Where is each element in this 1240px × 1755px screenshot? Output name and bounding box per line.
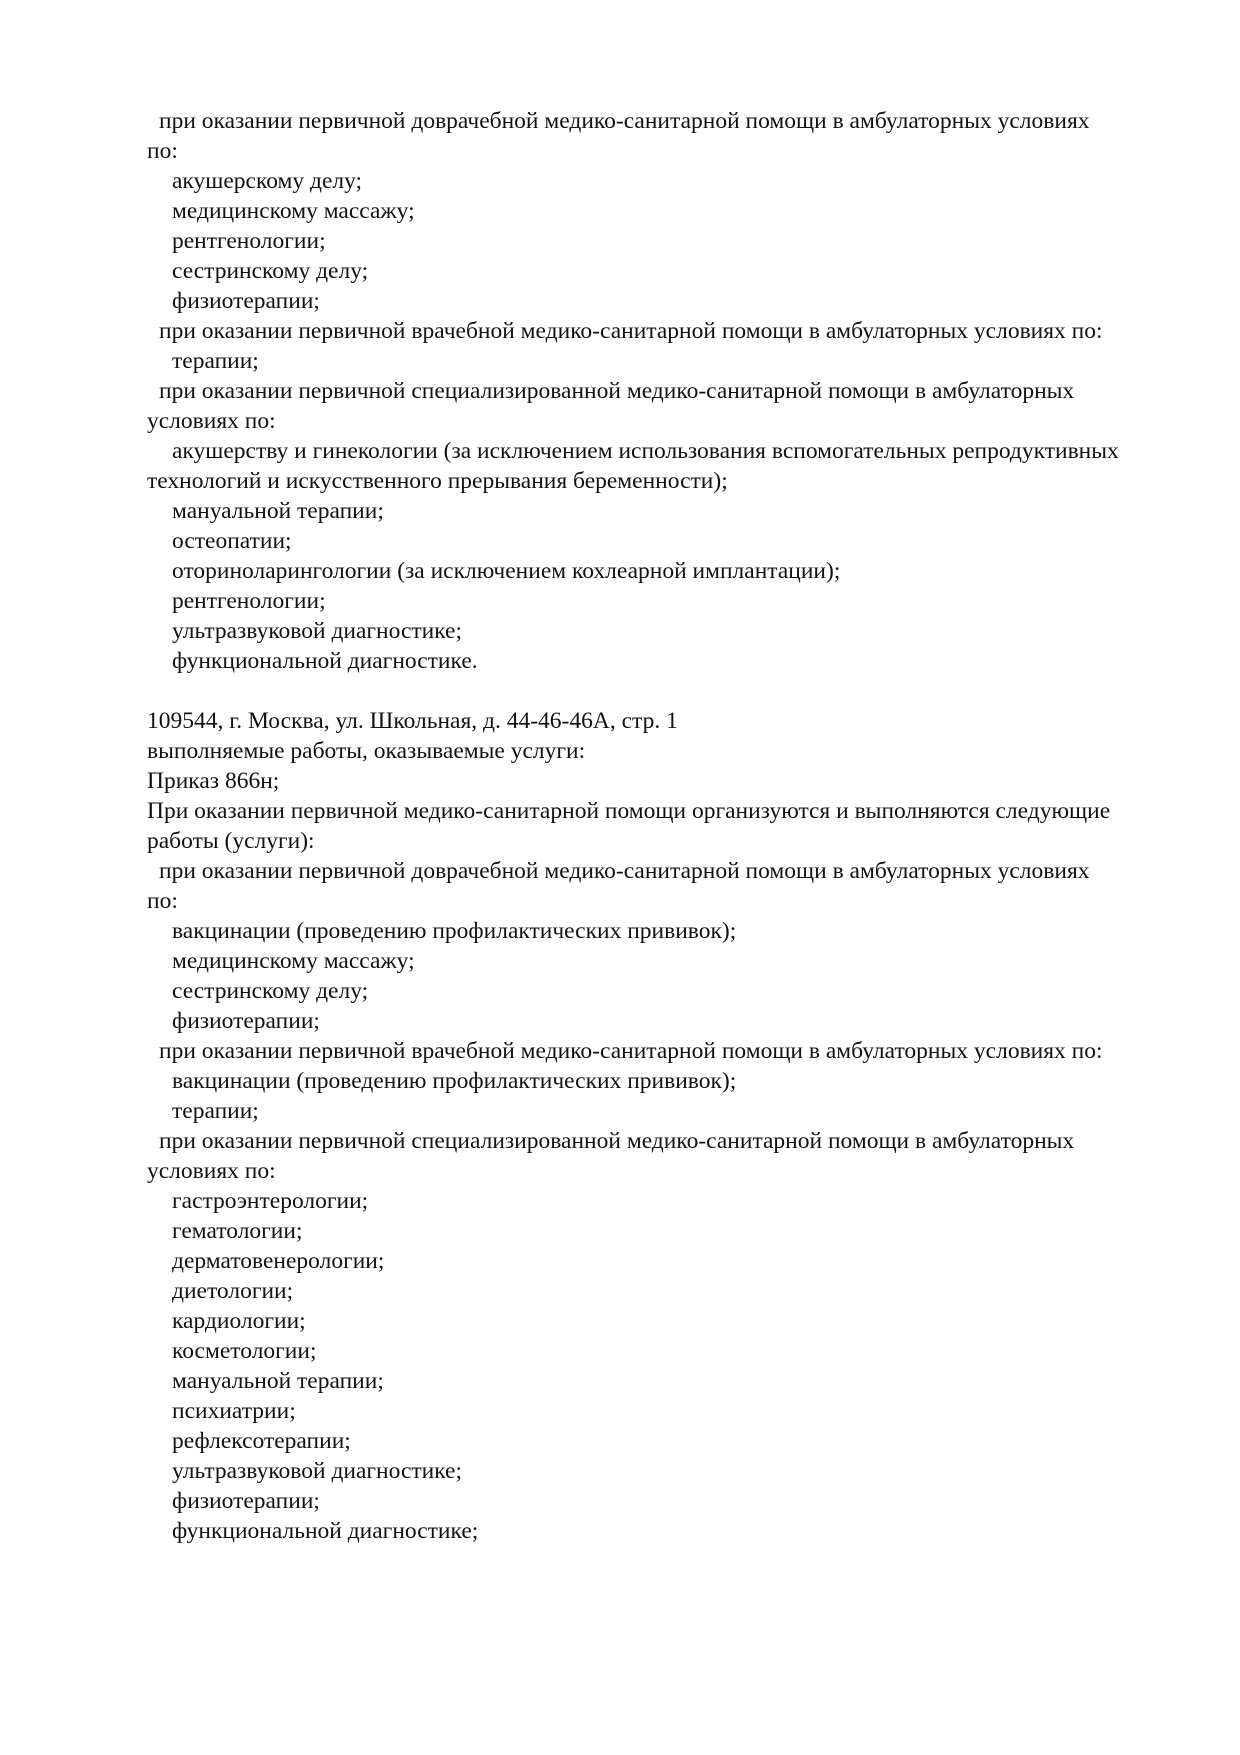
list-item: остеопатии; — [172, 528, 292, 554]
vrach-heading-line: при оказании первичной врачебной медико-санитарной помощи в амбулаторных условиях по: — [159, 1038, 1103, 1064]
document-body — [147, 106, 1187, 1546]
list-item: гематологии; — [172, 1218, 303, 1244]
list-item: акушерству и гинекологии (за исключением использования вспомогательных репродуктивных — [172, 438, 1119, 464]
list-item: функциональной диагностике; — [172, 1518, 479, 1544]
list-item: кардиологии; — [172, 1308, 306, 1334]
list-item: ультразвуковой диагностике; — [172, 1458, 463, 1484]
section-a — [147, 106, 1187, 676]
vrach-heading-line: при оказании первичной врачебной медико-санитарной помощи в амбулаторных условиях по: — [159, 318, 1103, 344]
list-item: физиотерапии; — [172, 1488, 320, 1514]
spec-heading-continuation: условиях по: — [147, 1158, 276, 1184]
intro-line: При оказании первичной медико-санитарной помощи организуются и выполняются следующие — [147, 798, 1111, 824]
list-item: функциональной диагностике. — [172, 648, 478, 674]
list-item: медицинскому массажу; — [172, 948, 415, 974]
dovrach-heading-line: при оказании первичной доврачебной медико-санитарной помощи в амбулаторных условиях — [159, 108, 1090, 134]
section-spacer — [147, 676, 1187, 706]
list-item: дерматовенерологии; — [172, 1248, 385, 1274]
address-line: 109544, г. Москва, ул. Школьная, д. 44-46-46А, стр. 1 — [147, 708, 678, 734]
list-item: диетологии; — [172, 1278, 294, 1304]
list-item: сестринскому делу; — [172, 258, 369, 284]
list-item: ультразвуковой диагностике; — [172, 618, 463, 644]
spec-heading-line: при оказании первичной специализированной медико-санитарной помощи в амбулаторных — [159, 378, 1075, 404]
list-item: рефлексотерапии; — [172, 1428, 351, 1454]
list-item: терапии; — [172, 1098, 259, 1124]
dovrach-heading-continuation: по: — [147, 138, 178, 164]
list-item: медицинскому массажу; — [172, 198, 415, 224]
works-label: выполняемые работы, оказываемые услуги: — [147, 738, 586, 764]
list-item: психиатрии; — [172, 1398, 296, 1424]
list-item: терапии; — [172, 348, 259, 374]
list-item: рентгенологии; — [172, 228, 326, 254]
list-item: физиотерапии; — [172, 288, 320, 314]
dovrach-heading-continuation: по: — [147, 888, 178, 914]
list-item: вакцинации (проведению профилактических прививок); — [172, 1068, 737, 1094]
order-reference: Приказ 866н; — [147, 768, 280, 794]
list-item: вакцинации (проведению профилактических прививок); — [172, 918, 737, 944]
list-item: косметологии; — [172, 1338, 317, 1364]
list-item: мануальной терапии; — [172, 498, 384, 524]
list-item-continuation: технологий и искусственного прерывания беременности); — [147, 468, 728, 494]
list-item: физиотерапии; — [172, 1008, 320, 1034]
list-item: сестринскому делу; — [172, 978, 369, 1004]
list-item: мануальной терапии; — [172, 1368, 384, 1394]
intro-continuation: работы (услуги): — [147, 828, 315, 854]
list-item: рентгенологии; — [172, 588, 326, 614]
spec-heading-line: при оказании первичной специализированной медико-санитарной помощи в амбулаторных — [159, 1128, 1075, 1154]
list-item: оториноларингологии (за исключением кохлеарной имплантации); — [172, 558, 841, 584]
section-b — [147, 706, 1187, 1546]
spec-heading-continuation: условиях по: — [147, 408, 276, 434]
dovrach-heading-line: при оказании первичной доврачебной медико-санитарной помощи в амбулаторных условиях — [159, 858, 1090, 884]
list-item: акушерскому делу; — [172, 168, 363, 194]
list-item: гастроэнтерологии; — [172, 1188, 369, 1214]
